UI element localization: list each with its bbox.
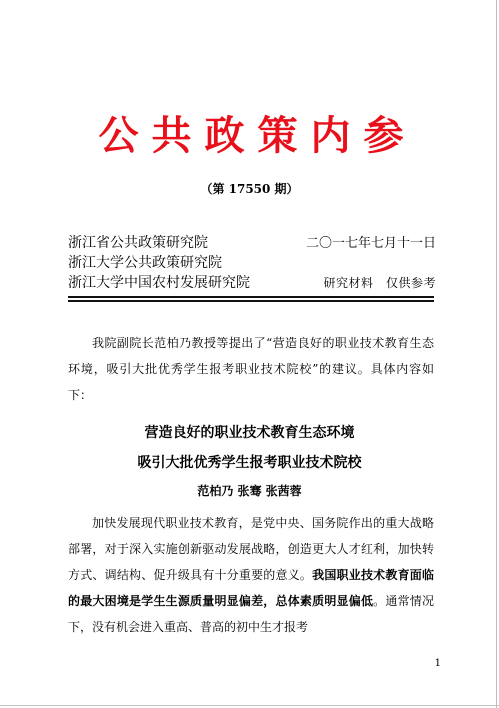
issue-date: 二〇一七年七月十一日 bbox=[305, 236, 436, 251]
article-title: 吸引大批优秀学生报考职业技术院校 bbox=[137, 455, 362, 471]
header-row-1 bbox=[68, 233, 436, 253]
masthead-title: 公共政策内参 bbox=[98, 112, 417, 159]
document-header bbox=[68, 233, 436, 293]
header-divider bbox=[68, 300, 434, 302]
article-authors: 范柏乃 张骞 张茜蓉 bbox=[197, 484, 302, 498]
issue-number: （第 17550 期） bbox=[200, 182, 299, 196]
page-number: 1 bbox=[434, 658, 441, 669]
institute-name: 浙江大学公共政策研究院 bbox=[68, 255, 222, 271]
article-title: 营造良好的职业技术教育生态环境 bbox=[144, 425, 355, 441]
body-text: 。通常情况下，没有机会进入重高、普高的初中生才报考 bbox=[68, 594, 434, 634]
header-row-3 bbox=[68, 273, 436, 293]
institute-name: 浙江大学中国农村发展研究院 bbox=[68, 275, 250, 291]
header-row-2 bbox=[68, 253, 436, 273]
header-divider bbox=[68, 296, 434, 298]
page-edge-right bbox=[496, 0, 497, 708]
document-classification: 研究材料 仅供参考 bbox=[323, 276, 436, 290]
institute-name: 浙江省公共政策研究院 bbox=[68, 235, 208, 251]
body-text: 加快发展现代职业技术教育，是党中央、国务院作出的重大战略部署，对于深入实施创新驱动发展战略，创造更大人才红利，加快转方式、调结构、促升级具有十分重要的意义。 bbox=[68, 516, 434, 582]
page-edge-bottom bbox=[0, 705, 499, 706]
intro-paragraph: 我院副院长范柏乃教授等提出了“营造良好的职业技术教育生态环境，吸引大批优秀学生报考职业技术院校”的建议。具体内容如下： bbox=[68, 336, 434, 402]
body-key-point: 我国职业技术教育面临的最大困境是学生生源质量明显偏差，总体素质明显偏低 bbox=[68, 568, 434, 608]
body-paragraph bbox=[68, 510, 434, 640]
